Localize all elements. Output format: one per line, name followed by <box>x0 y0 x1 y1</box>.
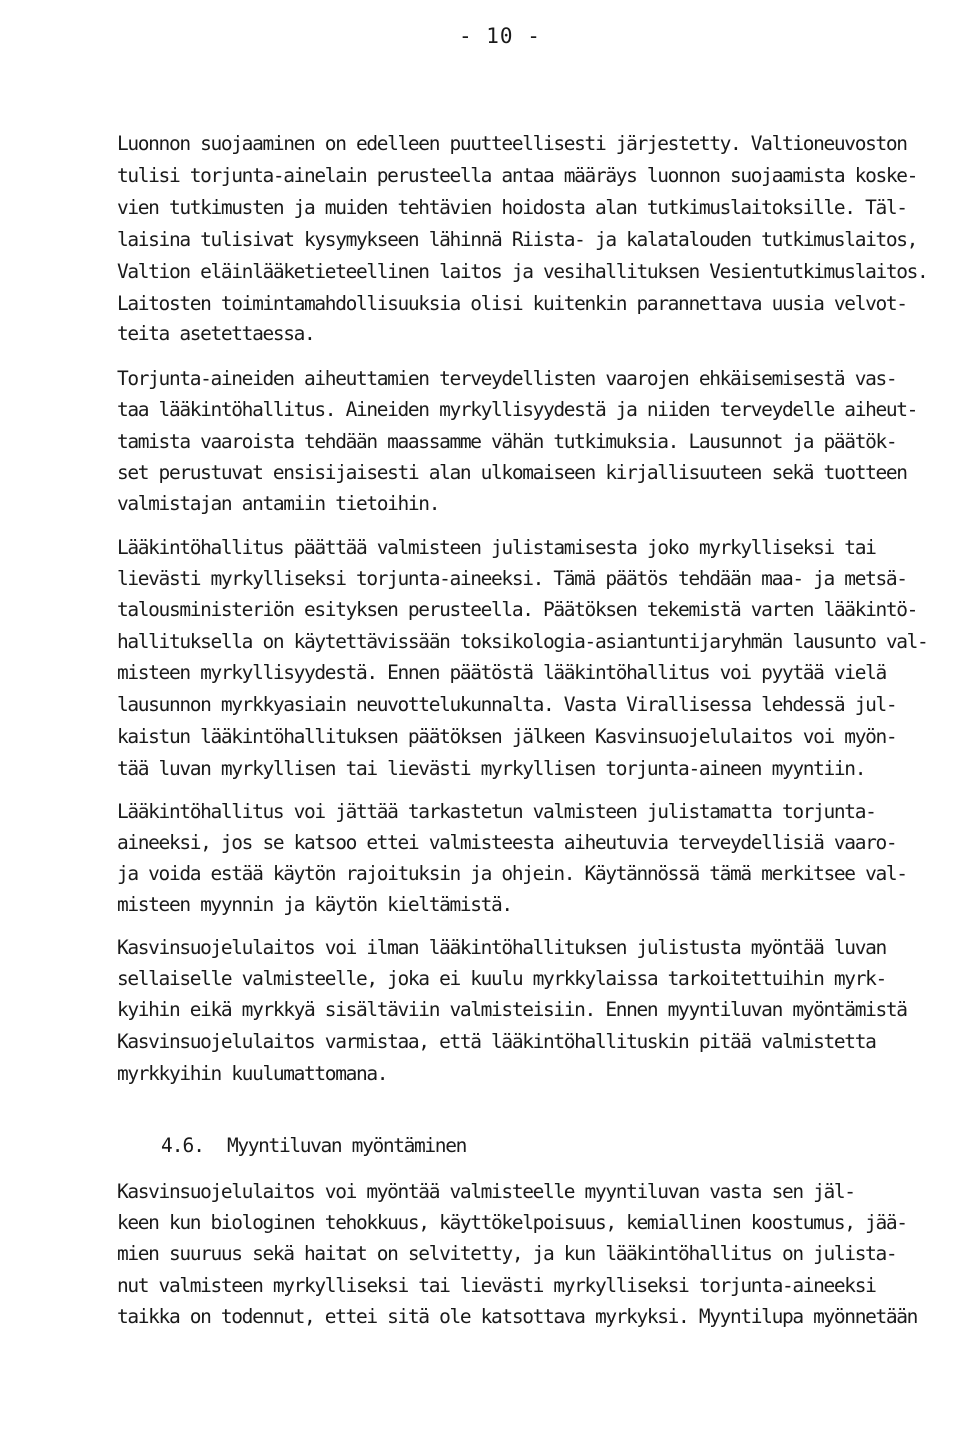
text-line: valmistajan antamiin tietoihin. <box>117 492 440 515</box>
text-line: misteen myynnin ja käytön kieltämistä. <box>117 893 512 916</box>
text-line: sellaiselle valmisteelle, joka ei kuulu myrkkylaissa tarkoitettuihin myrk- <box>117 967 886 990</box>
text-line: nut valmisteen myrkylliseksi tai lievästi myrkylliseksi torjunta-aineeksi <box>117 1274 876 1297</box>
text-line: Luonnon suojaaminen on edelleen puutteellisesti järjestetty. Valtioneuvoston <box>117 132 907 155</box>
text-line: Torjunta-aineiden aiheuttamien terveydellisten vaarojen ehkäisemisestä vas- <box>117 367 897 390</box>
text-line: set perustuvat ensisijaisesti alan ulkomaiseen kirjallisuuteen sekä tuotteen <box>117 461 907 484</box>
text-line: Lääkintöhallitus päättää valmisteen julistamisesta joko myrkylliseksi tai <box>117 536 876 559</box>
text-line: Valtion eläinlääketieteellinen laitos ja vesihallituksen Vesientutkimuslaitos. <box>117 260 928 283</box>
text-line: ja voida estää käytön rajoituksin ja ohjein. Käytännössä tämä merkitsee val- <box>117 862 907 885</box>
text-line: misteen myrkyllisyydestä. Ennen päätöstä lääkintöhallitus voi pyytää vielä <box>117 661 886 684</box>
text-line: teita asetettaessa. <box>117 322 315 345</box>
text-line: Kasvinsuojelulaitos voi ilman lääkintöhallituksen julistusta myöntää luvan <box>117 936 886 959</box>
text-line: Kasvinsuojelulaitos voi myöntää valmisteelle myyntiluvan vasta sen jäl- <box>117 1180 855 1203</box>
text-line: kaistun lääkintöhallituksen päätöksen jälkeen Kasvinsuojelulaitos voi myön- <box>117 725 897 748</box>
text-line: Kasvinsuojelulaitos varmistaa, että lääkintöhallituskin pitää valmistetta <box>117 1030 876 1053</box>
text-line: hallituksella on käytettävissään toksikologia-asiantuntijaryhmän lausunto val- <box>117 630 928 653</box>
text-line: lausunnon myrkkyasiain neuvottelukunnalta. Vasta Virallisessa lehdessä jul- <box>117 693 897 716</box>
text-line: keen kun biologinen tehokkuus, käyttökelpoisuus, kemiallinen koostumus, jää- <box>117 1211 907 1234</box>
text-line: aineeksi, jos se katsoo ettei valmisteesta aiheutuvia terveydellisiä vaaro- <box>117 831 897 854</box>
page-number: - 10 - <box>459 24 541 48</box>
text-line: kyihin eikä myrkkyä sisältäviin valmisteisiin. Ennen myyntiluvan myöntämistä <box>117 998 907 1021</box>
text-line: vien tutkimusten ja muiden tehtävien hoidosta alan tutkimuslaitoksille. Täl- <box>117 196 907 219</box>
text-line: tulisi torjunta-ainelain perusteella antaa määräys luonnon suojaamista koske- <box>117 164 918 187</box>
text-line: laisina tulisivat kysymykseen lähinnä Riista- ja kalatalouden tutkimuslaitos, <box>117 228 918 251</box>
text-line: Lääkintöhallitus voi jättää tarkastetun valmisteen julistamatta torjunta- <box>117 800 876 823</box>
text-line: taikka on todennut, ettei sitä ole katsottava myrkyksi. Myyntilupa myönnetään <box>117 1305 918 1328</box>
text-line: Laitosten toimintamahdollisuuksia olisi kuitenkin parannettava uusia velvot- <box>117 292 907 315</box>
text-line: myrkkyihin kuulumattomana. <box>117 1062 388 1085</box>
text-line: tamista vaaroista tehdään maassamme vähän tutkimuksia. Lausunnot ja päätök- <box>117 430 897 453</box>
text-line: talousministeriön esityksen perusteella. Päätöksen tekemistä varten lääkintö- <box>117 598 918 621</box>
section-number: 4.6. <box>161 1134 204 1157</box>
section-title: Myyntiluvan myöntäminen <box>227 1134 466 1157</box>
text-line: taa lääkintöhallitus. Aineiden myrkyllisyydestä ja niiden terveydelle aiheut- <box>117 398 918 421</box>
text-line: tää luvan myrkyllisen tai lievästi myrkyllisen torjunta-aineen myyntiin. <box>117 757 866 780</box>
text-line: mien suuruus sekä haitat on selvitetty, ja kun lääkintöhallitus on julista- <box>117 1242 897 1265</box>
text-line: lievästi myrkylliseksi torjunta-aineeksi. Tämä päätös tehdään maa- ja metsä- <box>117 567 907 590</box>
